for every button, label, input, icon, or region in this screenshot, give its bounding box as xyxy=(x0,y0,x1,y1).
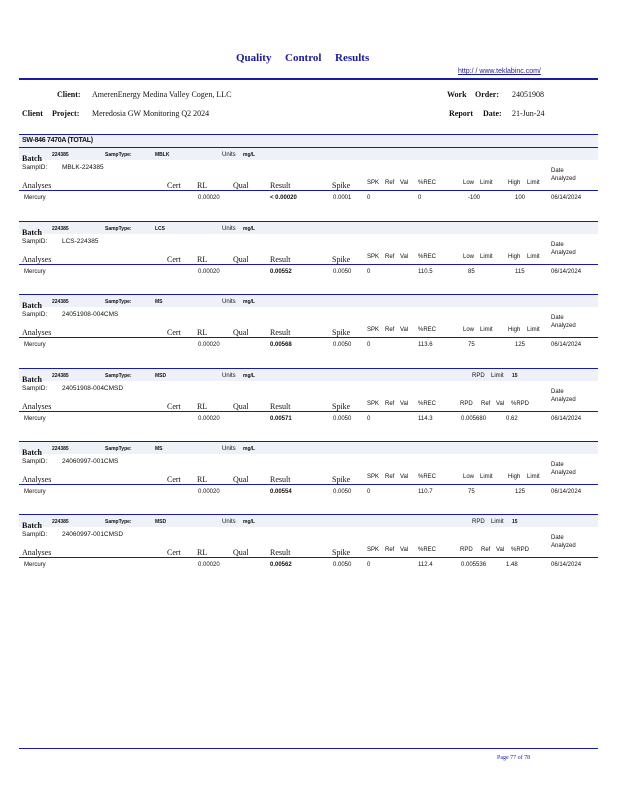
col-high: High xyxy=(508,474,521,480)
col-pct-rpd: %RPD xyxy=(511,401,530,407)
col-rl: RL xyxy=(197,328,208,337)
batch-value: 224385 xyxy=(52,152,69,158)
rpd-label: RPD xyxy=(472,373,485,379)
batch-label: Batch xyxy=(22,375,42,384)
col-low: Low xyxy=(463,327,475,333)
col-high-limit: Limit xyxy=(527,254,540,260)
column-header-rule xyxy=(19,264,598,265)
high-limit-value: 125 xyxy=(515,342,526,348)
col-rpd: RPD xyxy=(460,401,473,407)
client2-label: Client xyxy=(22,109,43,118)
result-value: 0.00562 xyxy=(270,562,292,568)
col-rl: RL xyxy=(197,181,208,190)
spk-ref-value: 0 xyxy=(367,489,371,495)
rl-value: 0.00020 xyxy=(198,269,220,275)
rl-value: 0.00020 xyxy=(198,342,220,348)
sampid-label: SampID: xyxy=(22,164,48,171)
samptype-value: MBLK xyxy=(155,152,170,158)
col-ref: Ref xyxy=(385,254,395,260)
sampid-label: SampID: xyxy=(22,311,48,318)
col-cert: Cert xyxy=(167,255,181,264)
date-analyzed-value: 06/14/2024 xyxy=(551,489,582,495)
col-pct-rpd: %RPD xyxy=(511,547,530,553)
report-date-value: 21-Jun-24 xyxy=(512,109,545,118)
col-analyses: Analyses xyxy=(22,475,52,484)
col-spk: SPK xyxy=(367,474,380,480)
rpd-limit-value: 15 xyxy=(512,373,518,379)
low-limit-value: 85 xyxy=(468,269,475,275)
col-ref: Ref xyxy=(385,547,395,553)
date-analyzed-value: 06/14/2024 xyxy=(551,195,582,201)
col-ref-val-val: Val xyxy=(496,547,505,553)
col-result: Result xyxy=(270,475,291,484)
units-label: Units xyxy=(222,152,236,158)
col-spike: Spike xyxy=(332,328,351,337)
col-low: Low xyxy=(463,254,475,260)
spk-ref-value: 0 xyxy=(367,195,371,201)
col-result: Result xyxy=(270,181,291,190)
col-rpd: RPD xyxy=(460,547,473,553)
col-low: Low xyxy=(463,474,475,480)
col-analyzed: Analyzed xyxy=(551,470,576,476)
col-high: High xyxy=(508,327,521,333)
col-date: Date xyxy=(551,242,564,248)
date-label: Date: xyxy=(483,109,502,118)
rl-value: 0.00020 xyxy=(198,195,220,201)
rpd-value: 0.62 xyxy=(506,416,518,422)
samptype-value: MS xyxy=(155,299,163,305)
col-analyses: Analyses xyxy=(22,548,52,557)
col-spike: Spike xyxy=(332,402,351,411)
col-ref-val-ref: Ref xyxy=(481,401,491,407)
batch-label: Batch xyxy=(22,301,42,310)
sampid-label: SampID: xyxy=(22,458,48,465)
col-ref: Ref xyxy=(385,327,395,333)
col-qual: Qual xyxy=(233,475,249,484)
result-value: 0.00568 xyxy=(270,342,292,348)
col-qual: Qual xyxy=(233,328,249,337)
method-title: SW-846 7470A (TOTAL) xyxy=(22,137,93,144)
spike-value: 0.0050 xyxy=(333,342,352,348)
header-rule xyxy=(19,78,598,80)
rec-value: 110.5 xyxy=(418,269,433,275)
units-label: Units xyxy=(222,299,236,305)
col-val: Val xyxy=(400,180,409,186)
spk-ref-value: 0 xyxy=(367,342,371,348)
low-limit-value: -100 xyxy=(468,195,481,201)
col-date: Date xyxy=(551,535,564,541)
low-limit-value: 75 xyxy=(468,489,475,495)
rpd-limit-value: 15 xyxy=(512,519,518,525)
qc-block xyxy=(19,221,598,281)
units-value: mg/L xyxy=(243,519,255,525)
spk-ref-value: 0 xyxy=(367,269,371,275)
col-low-limit: Limit xyxy=(480,327,493,333)
col-rl: RL xyxy=(197,475,208,484)
column-header-rule xyxy=(19,557,598,558)
rl-value: 0.00020 xyxy=(198,416,220,422)
analyte-name: Mercury xyxy=(24,562,46,568)
spike-value: 0.0050 xyxy=(333,489,352,495)
high-limit-value: 115 xyxy=(515,269,525,275)
units-value: mg/L xyxy=(243,226,255,232)
col-analyses: Analyses xyxy=(22,402,52,411)
col-val: Val xyxy=(400,327,409,333)
spike-value: 0.0001 xyxy=(333,195,352,201)
col-spike: Spike xyxy=(332,548,351,557)
col-rec: %REC xyxy=(418,327,437,333)
result-value: 0.00552 xyxy=(270,269,292,275)
batch-label: Batch xyxy=(22,521,42,530)
high-limit-value: 125 xyxy=(515,489,526,495)
col-analyses: Analyses xyxy=(22,328,52,337)
batch-value: 224385 xyxy=(52,226,69,232)
col-rec: %REC xyxy=(418,254,437,260)
col-low: Low xyxy=(463,180,475,186)
sampid-value: LCS-224385 xyxy=(62,238,99,245)
column-header-rule xyxy=(19,337,598,338)
rec-value: 112.4 xyxy=(418,562,433,568)
spike-value: 0.0050 xyxy=(333,562,352,568)
units-value: mg/L xyxy=(243,446,255,452)
col-cert: Cert xyxy=(167,181,181,190)
rec-value: 113.6 xyxy=(418,342,433,348)
col-val: Val xyxy=(400,547,409,553)
result-value: 0.00554 xyxy=(270,489,292,495)
batch-value: 224385 xyxy=(52,519,69,525)
client-value: AmerenEnergy Medina Valley Cogen, LLC xyxy=(92,90,232,99)
samptype-label: SampType: xyxy=(105,519,132,525)
footer-rule xyxy=(19,748,598,749)
date-analyzed-value: 06/14/2024 xyxy=(551,416,582,422)
col-date: Date xyxy=(551,168,564,174)
units-value: mg/L xyxy=(243,152,255,158)
page-number: Page 77 of 78 xyxy=(497,755,531,761)
col-date: Date xyxy=(551,462,564,468)
col-rec: %REC xyxy=(418,180,437,186)
sampid-value: 24060997-001CMSD xyxy=(62,531,124,538)
col-val: Val xyxy=(400,474,409,480)
units-value: mg/L xyxy=(243,373,255,379)
col-cert: Cert xyxy=(167,548,181,557)
col-analyzed: Analyzed xyxy=(551,397,576,403)
col-rl: RL xyxy=(197,402,208,411)
title-control: Control xyxy=(285,52,322,64)
col-analyzed: Analyzed xyxy=(551,250,576,256)
col-low-limit: Limit xyxy=(480,180,493,186)
batch-value: 224385 xyxy=(52,299,69,305)
col-result: Result xyxy=(270,255,291,264)
col-ref-val-val: Val xyxy=(496,401,505,407)
rl-value: 0.00020 xyxy=(198,489,220,495)
batch-value: 224385 xyxy=(52,373,69,379)
batch-label: Batch xyxy=(22,448,42,457)
sampid-label: SampID: xyxy=(22,238,48,245)
col-qual: Qual xyxy=(233,181,249,190)
col-date: Date xyxy=(551,315,564,321)
col-rl: RL xyxy=(197,548,208,557)
col-high-limit: Limit xyxy=(527,180,540,186)
batch-value: 224385 xyxy=(52,446,69,452)
col-val: Val xyxy=(400,254,409,260)
rec-value: 110.7 xyxy=(418,489,433,495)
col-high: High xyxy=(508,254,521,260)
batch-label: Batch xyxy=(22,154,42,163)
sampid-value: 24060997-001CMS xyxy=(62,458,119,465)
samptype-value: MS xyxy=(155,446,163,452)
rl-value: 0.00020 xyxy=(198,562,220,568)
col-spk: SPK xyxy=(367,401,380,407)
col-val: Val xyxy=(400,401,409,407)
rpd-value: 1.48 xyxy=(506,562,518,568)
col-ref: Ref xyxy=(385,474,395,480)
qc-block xyxy=(19,514,598,574)
work-label: Work xyxy=(447,90,467,99)
col-qual: Qual xyxy=(233,255,249,264)
col-spike: Spike xyxy=(332,181,351,190)
col-spk: SPK xyxy=(367,327,380,333)
rec-value: 0 xyxy=(418,195,422,201)
rec-value: 114.3 xyxy=(418,416,433,422)
col-result: Result xyxy=(270,402,291,411)
result-value: < 0.00020 xyxy=(270,195,297,201)
project-value: Meredosia GW Monitoring Q2 2024 xyxy=(92,109,210,118)
col-ref: Ref xyxy=(385,180,395,186)
samptype-label: SampType: xyxy=(105,373,132,379)
rpd-limit-label: Limit xyxy=(491,373,504,379)
order-label: Order: xyxy=(475,90,499,99)
date-analyzed-value: 06/14/2024 xyxy=(551,562,582,568)
spk-ref-value: 0 xyxy=(367,416,371,422)
col-analyzed: Analyzed xyxy=(551,323,576,329)
analyte-name: Mercury xyxy=(24,342,46,348)
column-header-rule xyxy=(19,484,598,485)
col-analyzed: Analyzed xyxy=(551,176,576,182)
lab-url-link[interactable]: http:/ / www.teklabinc.com/ xyxy=(458,68,541,75)
col-cert: Cert xyxy=(167,402,181,411)
analyte-name: Mercury xyxy=(24,416,46,422)
rpd-ref-value: 0.005680 xyxy=(461,416,487,422)
col-spike: Spike xyxy=(332,255,351,264)
col-rec: %REC xyxy=(418,401,437,407)
col-result: Result xyxy=(270,328,291,337)
rpd-limit-label: Limit xyxy=(491,519,504,525)
analyte-name: Mercury xyxy=(24,269,46,275)
rpd-ref-value: 0.005536 xyxy=(461,562,487,568)
column-header-rule xyxy=(19,411,598,412)
col-low-limit: Limit xyxy=(480,254,493,260)
samptype-value: MSD xyxy=(155,373,167,379)
date-analyzed-value: 06/14/2024 xyxy=(551,342,582,348)
col-spike: Spike xyxy=(332,475,351,484)
units-label: Units xyxy=(222,226,236,232)
project-label: Project: xyxy=(52,109,80,118)
samptype-value: LCS xyxy=(155,226,165,232)
spk-ref-value: 0 xyxy=(367,562,371,568)
col-analyses: Analyses xyxy=(22,181,52,190)
col-qual: Qual xyxy=(233,548,249,557)
low-limit-value: 75 xyxy=(468,342,475,348)
col-qual: Qual xyxy=(233,402,249,411)
qc-block xyxy=(19,147,598,207)
col-rl: RL xyxy=(197,255,208,264)
sampid-label: SampID: xyxy=(22,531,48,538)
col-date: Date xyxy=(551,389,564,395)
col-cert: Cert xyxy=(167,475,181,484)
col-high-limit: Limit xyxy=(527,327,540,333)
sampid-value: MBLK-224385 xyxy=(62,164,104,171)
work-order-value: 24051908 xyxy=(512,90,544,99)
col-result: Result xyxy=(270,548,291,557)
samptype-label: SampType: xyxy=(105,299,132,305)
samptype-label: SampType: xyxy=(105,226,132,232)
col-cert: Cert xyxy=(167,328,181,337)
col-high-limit: Limit xyxy=(527,474,540,480)
title-results: Results xyxy=(335,52,370,64)
date-analyzed-value: 06/14/2024 xyxy=(551,269,582,275)
client-label: Client: xyxy=(57,90,81,99)
result-value: 0.00571 xyxy=(270,416,292,422)
col-spk: SPK xyxy=(367,254,380,260)
sampid-label: SampID: xyxy=(22,385,48,392)
units-label: Units xyxy=(222,373,236,379)
analyte-name: Mercury xyxy=(24,489,46,495)
col-analyses: Analyses xyxy=(22,255,52,264)
rpd-label: RPD xyxy=(472,519,485,525)
col-ref: Ref xyxy=(385,401,395,407)
col-low-limit: Limit xyxy=(480,474,493,480)
units-label: Units xyxy=(222,519,236,525)
samptype-label: SampType: xyxy=(105,152,132,158)
col-spk: SPK xyxy=(367,180,380,186)
units-label: Units xyxy=(222,446,236,452)
sampid-value: 24051908-004CMS xyxy=(62,311,119,318)
high-limit-value: 100 xyxy=(515,195,526,201)
qc-block xyxy=(19,441,598,501)
units-value: mg/L xyxy=(243,299,255,305)
analyte-name: Mercury xyxy=(24,195,46,201)
samptype-value: MSD xyxy=(155,519,167,525)
col-spk: SPK xyxy=(367,547,380,553)
col-rec: %REC xyxy=(418,474,437,480)
qc-block xyxy=(19,368,598,428)
batch-label: Batch xyxy=(22,228,42,237)
col-analyzed: Analyzed xyxy=(551,543,576,549)
spike-value: 0.0050 xyxy=(333,416,352,422)
col-high: High xyxy=(508,180,521,186)
col-rec: %REC xyxy=(418,547,437,553)
column-header-rule xyxy=(19,190,598,191)
report-label: Report xyxy=(449,109,473,118)
title-quality: Quality xyxy=(236,52,272,64)
spike-value: 0.0050 xyxy=(333,269,352,275)
sampid-value: 24051908-004CMSD xyxy=(62,385,124,392)
col-ref-val-ref: Ref xyxy=(481,547,491,553)
qc-block xyxy=(19,294,598,354)
samptype-label: SampType: xyxy=(105,446,132,452)
